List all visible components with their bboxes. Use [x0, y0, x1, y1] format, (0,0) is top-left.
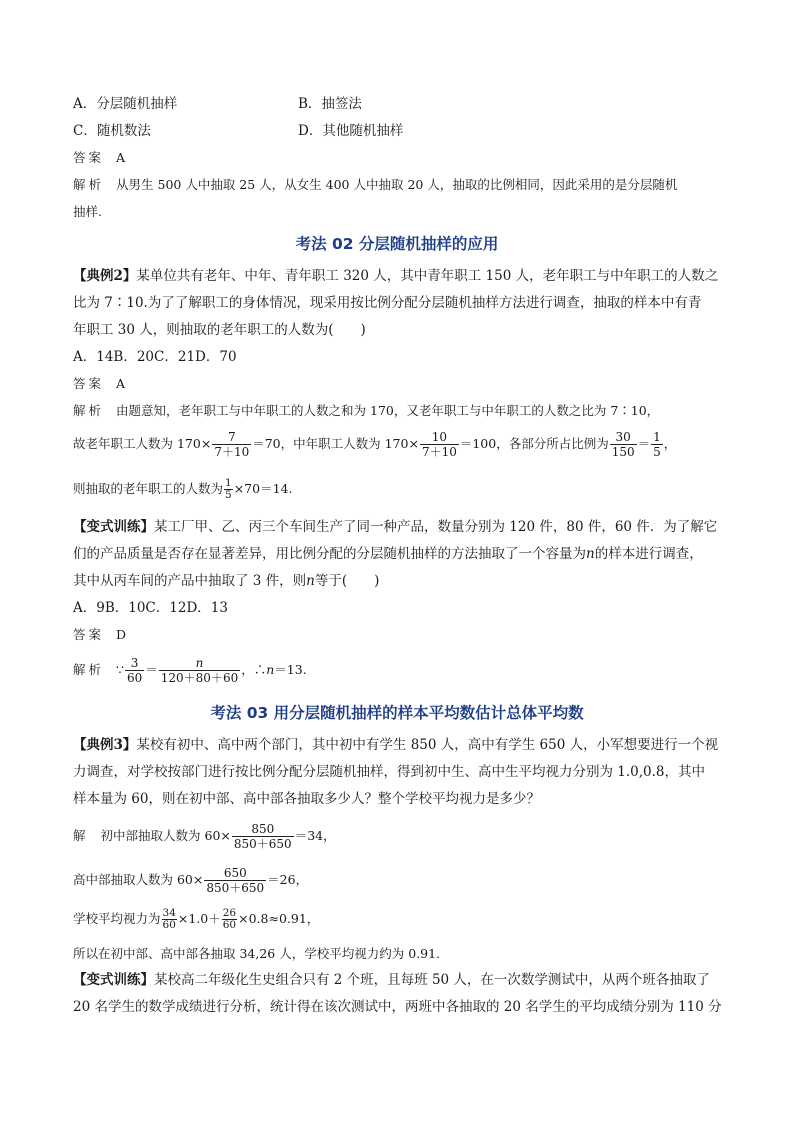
analysis-line: 解析 从男生 500 人中抽取 25 人，从女生 400 人中抽取 20 人，抽取的比例相同，因此采用的是分层随机 — [73, 177, 678, 192]
example-text: 年职工 30 人，则抽取的老年职工的人数为( ) — [73, 322, 366, 338]
analysis-formula: 解析 ∵ $\frac{3}{60}$ ＝ $\frac{n}{120+80+60}$ ，∴n＝13. — [73, 656, 307, 685]
option-d: D．其他随机抽样 — [298, 123, 404, 139]
example-text: 比为 7∶10.为了了解职工的身体情况，现采用按比例分配分层随机抽样方法进行调查，抽取的样本中有青 — [73, 295, 702, 311]
fraction: $\frac{34}{60}$ — [162, 907, 176, 931]
analysis-line: 解析 由题意知，老年职工与中年职工的人数之和为 170，又老年职工与中年职工的人数之比为 7∶10， — [73, 403, 660, 418]
fraction: $\frac{n}{120+80+60}$ — [160, 656, 239, 685]
solution-formula: 学校平均视力为 $\frac{34}{60}$ ×1.0＋ $\frac{26}{60}$ ×0.8≈0.91， — [73, 907, 320, 931]
option-b: B．抽签法 — [298, 96, 362, 112]
variant-text: 其中从丙车间的产品中抽取了 3 件，则n等于( ) — [73, 573, 380, 589]
fraction: $\frac{26}{60}$ — [222, 907, 237, 931]
example-text: 【典例2】某单位共有老年、中年、青年职工 320 人，其中青年职工 150 人，老年职工与中年职工的人数之 — [73, 268, 719, 284]
answer-line: 答案 D — [73, 627, 127, 642]
variant-text: 【变式训练】某校高二年级化生史组合只有 2 个班，且每班 50 人，在一次数学测试中，从两个班各抽取了 — [73, 972, 710, 988]
options-line: A．9B．10C．12D．13 — [73, 600, 228, 616]
variant-text: 们的产品质量是否存在显著差异，用比例分配的分层随机抽样的方法抽取了一个容量为n的样本进行调查， — [73, 546, 703, 562]
answer-line: 答案 A — [73, 150, 126, 165]
analysis-formula: 故老年职工人数为 170× $\frac{7}{7+10}$ ＝70，中年职工人数为 170× $\frac{10}{7+10}$ ＝100，各部分所占比例为 $\frac{30}{150}$ ＝ $\frac{1}{5}$ ， — [73, 430, 677, 459]
fraction: $\frac{850}{850+650}$ — [233, 822, 292, 851]
example-text: 力调查，对学校按部门进行按比例分配分层随机抽样，得到初中生、高中生平均视力分别为 1.0,0.8，其中 — [73, 764, 706, 780]
section-heading: 考法 02 分层随机抽样的应用 — [295, 235, 499, 253]
fraction: $\frac{10}{7+10}$ — [421, 430, 457, 459]
variant-text: 【变式训练】某工厂甲、乙、丙三个车间生产了同一种产品，数量分别为 120 件，80 件，60 件．为了解它 — [73, 519, 718, 535]
options-line: A．14B．20C．21D．70 — [73, 349, 237, 365]
variant-text: 20 名学生的数学成绩进行分析，统计得在该次测试中，两班中各抽取的 20 名学生的平均成绩分别为 110 分 — [73, 999, 722, 1015]
option-a: A．分层随机抽样 — [73, 96, 178, 112]
analysis-formula: 则抽取的老年职工的人数为 $\frac{1}{5}$ ×70＝14. — [73, 477, 293, 501]
example-text: 【典例3】某校有初中、高中两个部门，其中初中有学生 850 人，高中有学生 650 人，小军想要进行一个视 — [73, 737, 719, 753]
example-text: 样本量为 60，则在初中部、高中部各抽取多少人？整个学校平均视力是多少？ — [73, 791, 540, 807]
analysis-line: 抽样. — [73, 204, 102, 219]
answer-line: 答案 A — [73, 376, 126, 391]
solution-formula: 高中部抽取人数为 60× $\frac{650}{850+650}$ ＝26， — [73, 866, 309, 895]
option-c: C．随机数法 — [73, 123, 151, 139]
section-heading: 考法 03 用分层随机抽样的样本平均数估计总体平均数 — [210, 704, 584, 722]
fraction: $\frac{3}{60}$ — [126, 656, 143, 685]
fraction: $\frac{30}{150}$ — [611, 430, 635, 459]
solution-conclusion: 所以在初中部、高中部各抽取 34,26 人，学校平均视力约为 0.91. — [73, 946, 441, 961]
fraction: $\frac{1}{5}$ — [653, 430, 661, 459]
fraction: $\frac{650}{850+650}$ — [206, 866, 265, 895]
fraction: $\frac{7}{7+10}$ — [214, 430, 250, 459]
solution-formula: 解 初中部抽取人数为 60× $\frac{850}{850+650}$ ＝34， — [73, 822, 336, 851]
fraction: $\frac{1}{5}$ — [225, 477, 232, 501]
